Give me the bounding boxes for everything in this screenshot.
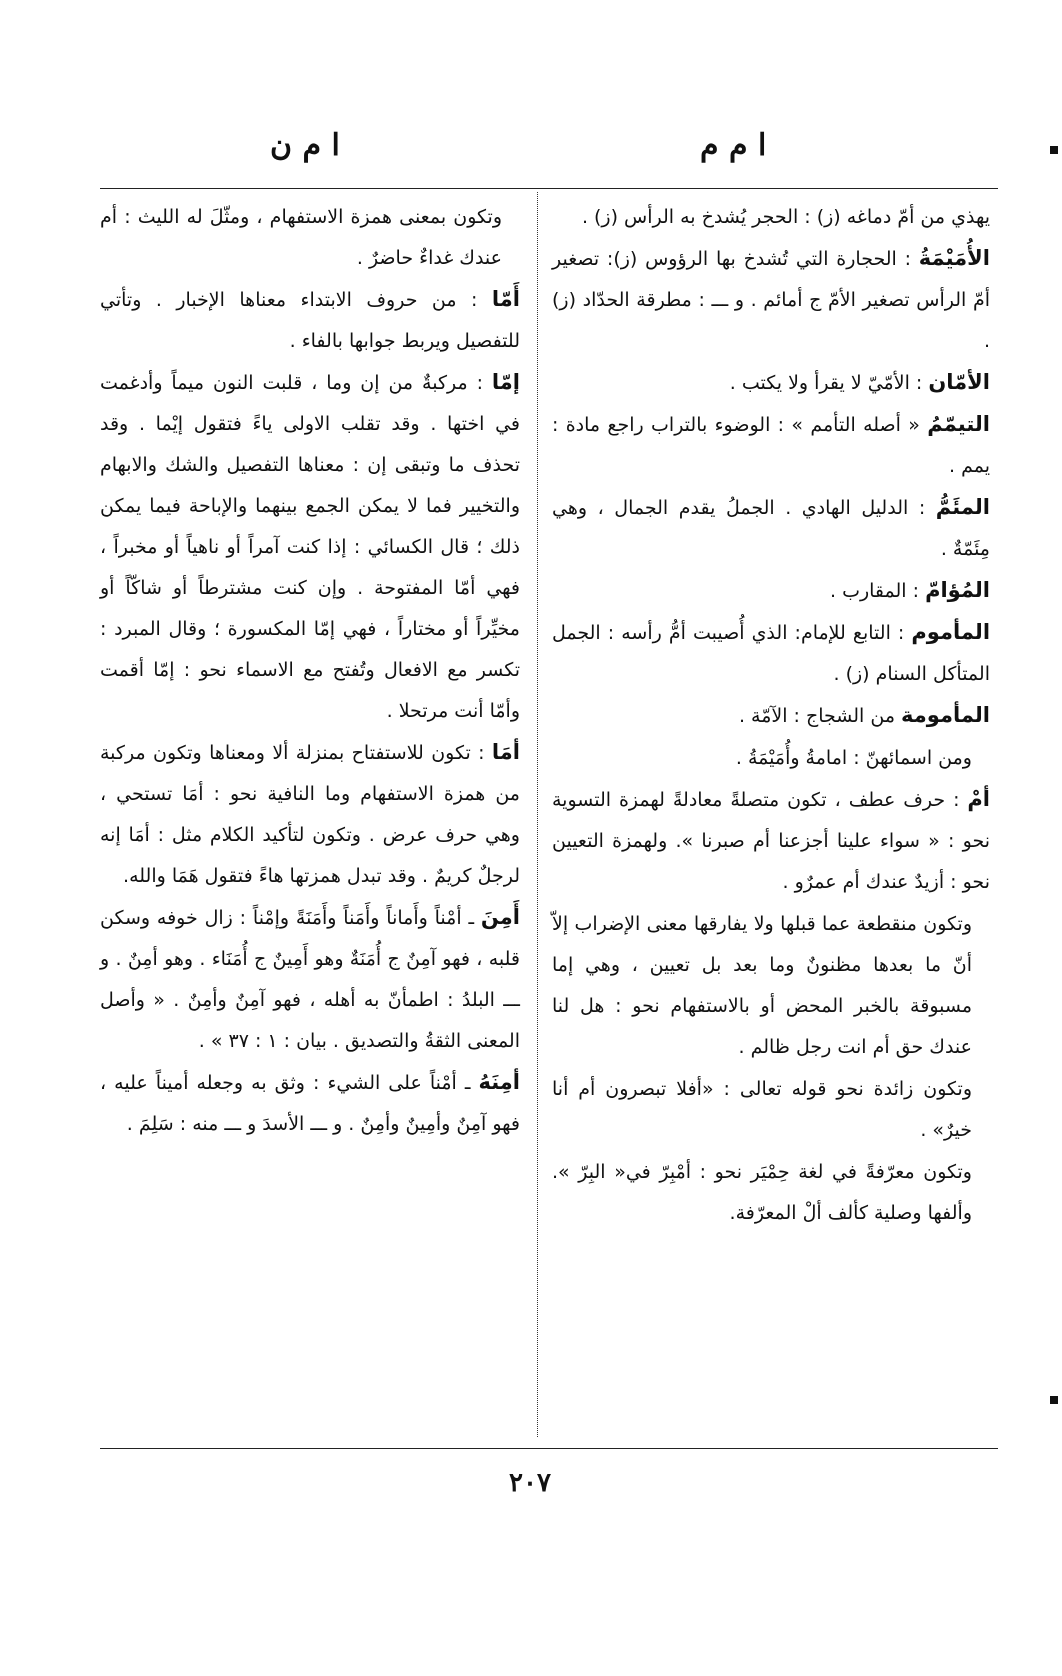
entry xyxy=(552,238,990,362)
entry-headword: أمِنَهُ xyxy=(478,1070,520,1094)
bottom-rule xyxy=(100,1448,998,1449)
entry-text: : الدليل الهادي . الجملُ يقدم الجمال ، وهي مِئَمّةٌ . xyxy=(552,497,990,560)
entry-text: : تكون للاستفتاح بمنزلة ألا ومعناها وتكون مركبة من همزة الاستفهام وما النافية نحو : أمَا تستحي ، وهي حرف عرض . وتكون لتأكيد الكلام مثل : أمَا إنه لرجلٌ كريمٌ . وقد تبدل همزتها هاءً فتقول هَمَا والله. xyxy=(100,742,520,887)
entry xyxy=(552,695,990,737)
entry-headword: أمْ xyxy=(967,787,990,811)
entry-headword: أَمِنَ xyxy=(480,905,520,929)
entry-text: : الأمّيّ لا يقرأ ولا يكتب . xyxy=(729,372,923,394)
entry xyxy=(100,196,520,279)
entry xyxy=(552,487,990,570)
entry-headword: الأُمَيْمَةُ xyxy=(918,246,990,270)
entry xyxy=(552,779,990,903)
entry xyxy=(100,732,520,897)
entry-headword: أمَا xyxy=(491,740,520,764)
entry xyxy=(552,570,990,612)
entry-text: وتكون معرّفةً في لغة حِمْيَر نحو : أمْبِرّ في« البِرّ ». وألفها وصلية كألف ألْ المعرّفة. xyxy=(552,1161,972,1224)
entry xyxy=(100,897,520,1062)
entry-headword: المئَمُّ xyxy=(935,495,990,519)
header-root-left: ا م ن xyxy=(270,128,340,163)
entry xyxy=(552,362,990,404)
margin-mark xyxy=(1050,146,1058,154)
entry-text: وتكون بمعنى همزة الاستفهام ، ومثّلَ له الليث : أم عندك غداءٌ حاضرٌ . xyxy=(100,206,502,269)
entry xyxy=(552,737,990,779)
entry xyxy=(552,1068,990,1151)
entry-headword: المأموم xyxy=(911,620,991,644)
entry-text: يهذي من أمّ دماغه (ز) : الحجر يُشدخ به الرأس (ز) . xyxy=(581,206,990,228)
entry xyxy=(552,1151,990,1234)
entry-text: : من حروف الابتداء معناها الإخبار . وتأتي للتفصيل ويربط جوابها بالفاء . xyxy=(100,289,520,352)
entry-headword: إمّا xyxy=(491,370,520,394)
left-column xyxy=(100,196,520,1145)
entry-text: ومن اسمائهنّ : امامةُ وأُمَيْمَةُ . xyxy=(735,747,972,769)
entry-headword: المُؤامّ xyxy=(925,578,990,602)
entry-text: : حرف عطف ، تكون متصلةً معادلةً لهمزة التسوية نحو : « سواء علينا أجزعنا أم صبرنا ». ولهمزة التعيين نحو : أزيدٌ عندك أم عمرٌو . xyxy=(552,789,990,893)
entry xyxy=(552,903,990,1068)
margin-mark xyxy=(1050,1396,1058,1404)
entry-text: وتكون زائدة نحو قوله تعالى : «أفلا تبصرون أم أنا خيرٌ» . xyxy=(552,1078,972,1141)
page-number: ٢٠٧ xyxy=(509,1468,551,1498)
entry-headword: التيمّمُ xyxy=(927,412,991,436)
entry xyxy=(100,362,520,732)
entry-text: : مركبةٌ من إن وما ، قلبت النون ميماً وأدغمت في اختها . وقد تقلب الاولى ياءً فتقول إيْما . وقد تحذف ما وتبقى إن : معناها التفصيل والشك والابهام والتخيير فما لا يمكن الجمع بينهما والإباحة فيما يمكن ذلك ؛ قال الكسائي : إذا كنت آمراً أو ناهياً أو مخبراً ، فهي أمّا المفتوحة . وإن كنت مشترطاً أو شاكّاً أو مخيِّراً أو مختاراً ، فهي إمّا المكسورة ؛ وقال المبرد : تكسر مع الافعال وتُفتح مع الاسماء نحو : إمّا أقمت وأمّا أنت مرتحلا . xyxy=(100,372,520,722)
entry xyxy=(552,196,990,238)
entry-headword: أَمّا xyxy=(491,287,521,311)
entry-headword: المأمومة xyxy=(901,703,990,727)
entry xyxy=(100,1062,520,1145)
entry xyxy=(100,279,520,362)
entry-text: : المقارب . xyxy=(829,580,920,602)
entry-headword: الأمّان xyxy=(928,370,990,394)
entry-text: من الشجاج : الآمّة . xyxy=(738,705,895,727)
entry xyxy=(552,404,990,487)
entry-text: وتكون منقطعة عما قبلها ولا يفارقها معنى الإضراب إلاّ أنّ ما بعدها مظنونٌ وما بعد بل تعيين ، وهي إما مسبوقة بالخبر المحض أو بالاستفهام نحو : هل لنا عندك حق أم انت رجل ظالم . xyxy=(552,913,972,1058)
header-root-right: ا م م xyxy=(700,128,767,163)
column-divider xyxy=(537,192,538,1437)
entry-text: « أصله التأمم » : الوضوء بالتراب راجع مادة : يمم . xyxy=(552,414,990,477)
top-rule xyxy=(100,188,998,189)
entry-text: ـ أمْناً وأَماناً وأَمَناً وأَمَنَةً وإمْناً : زال خوفه وسكن قلبه ، فهو آمِنٌ ج أُمَنَةٌ وهو أَمِينٌ ج أُمَنَاء . وهو أمِنٌ . و ـــ البلدُ : اطمأنّ به أهله ، فهو آمِنٌ وأمِنٌ . « وأصل المعنى الثقةُ والتصديق . بيان : ١ : ٣٧ » . xyxy=(100,907,520,1052)
entry-text: : الحجارة التي تُشدخ بها الرؤوس (ز): تصغير أمّ الرأس تصغير الأمّ ج أمائم . و ـــ : مطرقة الحدّاد (ز) . xyxy=(552,248,990,352)
entry-text: ـ أمْناً على الشيء : وثق به وجعله أميناً عليه ، فهو آمِنٌ وأمِينٌ وأمِنٌ . و ـــ الأسدَ و ـــ منه : سَلِمَ . xyxy=(100,1072,520,1135)
entry xyxy=(552,612,990,695)
right-column xyxy=(552,196,990,1234)
entry-text: : التابع للإمام: الذي أُصيبت أمُّ رأسه : الجمل المتأكل السنام (ز) . xyxy=(552,622,990,685)
